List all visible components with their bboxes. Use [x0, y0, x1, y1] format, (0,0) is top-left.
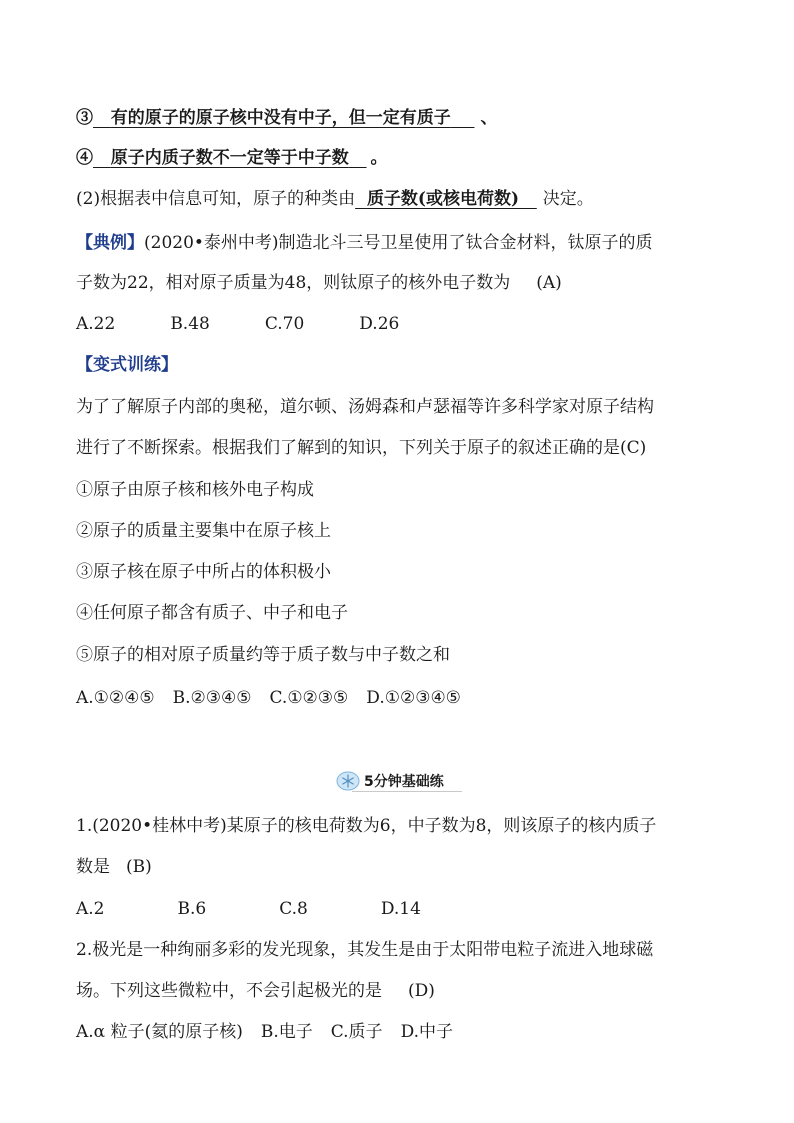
variant-option-a: A.①②④⑤ [76, 688, 155, 708]
variant-options [76, 686, 461, 710]
question-2-part1 [76, 187, 594, 211]
q2-option-b: B.电子 [260, 1022, 313, 1042]
item-3-end: 、 [480, 108, 498, 128]
example-line-2 [76, 271, 562, 295]
q2-options [76, 1020, 453, 1044]
section-underline [352, 791, 462, 792]
q1-line-1 [76, 814, 656, 838]
variant-statement-1: ①原子由原子核和核外电子构成 [76, 480, 314, 500]
q1-option-d: D.14 [380, 899, 421, 919]
variant-text-2: 进行了不断探索。根据我们了解到的知识，下列关于原子的叙述正确的是(C) [76, 438, 647, 458]
q2-line-1 [76, 938, 653, 962]
variant-statement-3: ③原子核在原子中所占的体积极小 [76, 562, 331, 582]
q1-options [76, 897, 421, 921]
q1-text-2: 数是 [76, 857, 110, 877]
item-3-number: ③ [76, 108, 93, 128]
variant-text-1: 为了了解原子内部的奥秘，道尔顿、汤姆森和卢瑟福等许多科学家对原子结构 [76, 397, 654, 417]
variant-statement-5: ⑤原子的相对原子质量约等于质子数与中子数之和 [76, 645, 450, 665]
example-options [76, 312, 399, 336]
q1-line-2 [76, 855, 152, 879]
item-4-number: ④ [76, 148, 93, 168]
example-tag: 【典例】 [76, 233, 144, 253]
example-line-1 [76, 231, 653, 255]
q2-suffix: 决定。 [542, 189, 594, 209]
q1-text-1: 1.(2020•桂林中考)某原子的核电荷数为6，中子数为8，则该原子的核内质子 [76, 816, 657, 836]
q2-option-c: C.质子 [330, 1022, 383, 1042]
q1-answer: (B) [126, 857, 152, 877]
item-3-answer: 有的原子的原子核中没有中子，但一定有质子 [110, 108, 451, 128]
item-3 [76, 106, 497, 130]
q2-prefix: (2)根据表中信息可知，原子的种类由 [76, 189, 356, 209]
section-title: 5分钟基础练 [364, 774, 444, 790]
q2-line-2 [76, 979, 435, 1003]
variant-option-b: B.②③④⑤ [172, 688, 252, 708]
snowflake-badge-icon [336, 771, 360, 791]
example-option-c: C.70 [264, 314, 305, 334]
q2-option-d: D.中子 [400, 1022, 453, 1042]
variant-tag: 【变式训练】 [76, 355, 178, 375]
q2-option-a: A.α 粒子(氦的原子核) [76, 1022, 243, 1042]
item-4-end: 。 [370, 148, 388, 168]
q1-option-a: A.2 [76, 899, 105, 919]
example-option-b: B.48 [170, 314, 210, 334]
example-option-a: A.22 [76, 314, 116, 334]
q2-answer-choice: (D) [408, 981, 435, 1001]
variant-statement-4: ④任何原子都含有质子、中子和电子 [76, 603, 348, 623]
variant-statement-2: ②原子的质量主要集中在原子核上 [76, 521, 331, 541]
item-4 [76, 146, 388, 170]
variant-option-c: C.①②③⑤ [269, 688, 349, 708]
example-text-2: 子数为22，相对原子质量为48，则钛原子的核外电子数为 [76, 273, 511, 293]
variant-line-1 [76, 395, 654, 419]
example-text-1: (2020•泰州中考)制造北斗三号卫星使用了钛合金材料，钛原子的质 [144, 233, 653, 253]
variant-option-d: D.①②③④⑤ [366, 688, 461, 708]
q1-option-c: C.8 [279, 899, 308, 919]
q1-option-b: B.6 [177, 899, 207, 919]
item-4-answer: 原子内质子数不一定等于中子数 [110, 148, 349, 168]
q2-answer: 质子数(或核电荷数) [366, 189, 520, 209]
variant-line-2 [76, 436, 646, 460]
q2-text-2: 场。下列这些微粒中，不会引起极光的是 [76, 981, 382, 1001]
variant-heading [76, 353, 178, 377]
example-answer: (A) [536, 273, 562, 293]
q2-text-1: 2.极光是一种绚丽多彩的发光现象，其发生是由于太阳带电粒子流进入地球磁 [76, 940, 654, 960]
example-option-d: D.26 [359, 314, 400, 334]
